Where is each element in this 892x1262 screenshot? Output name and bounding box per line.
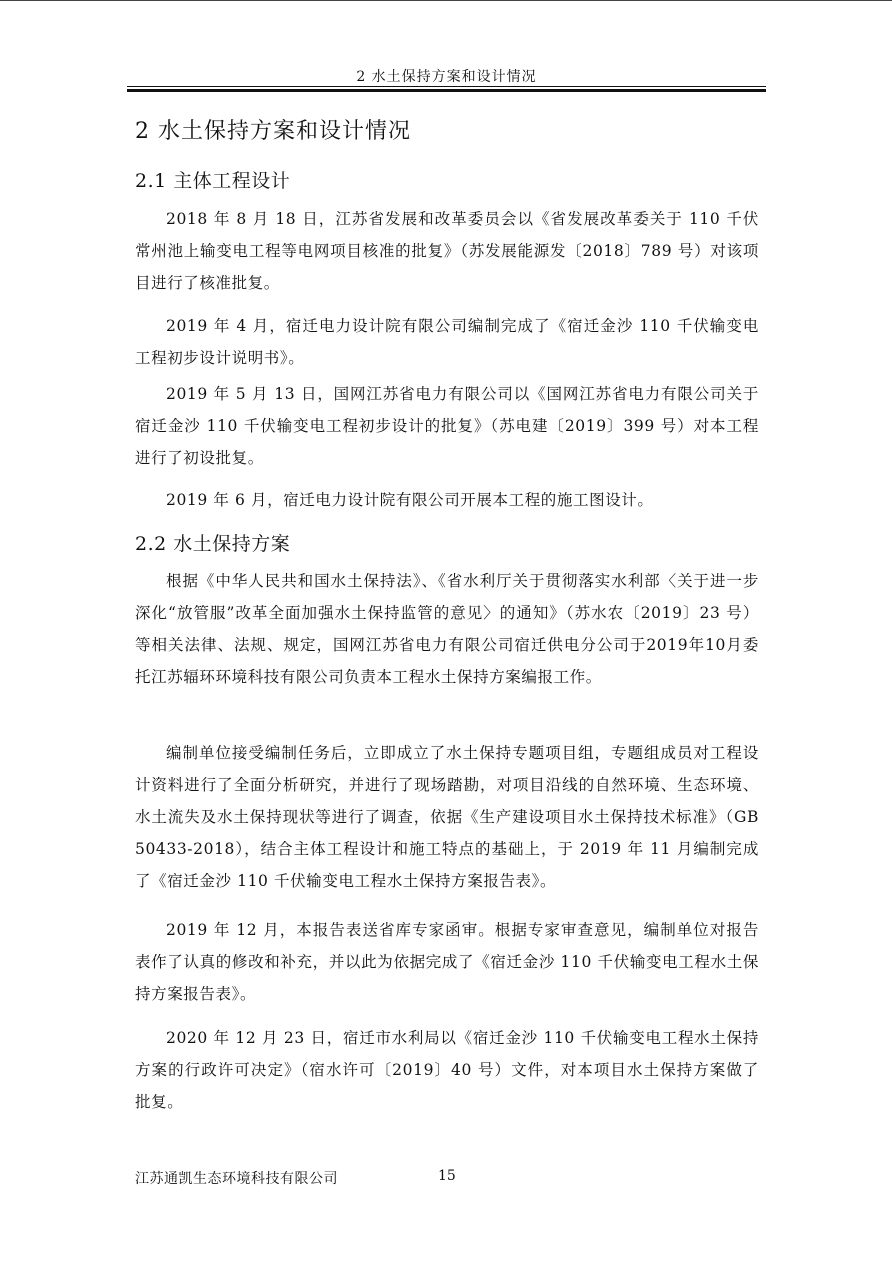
page-number: 15 — [438, 1168, 456, 1184]
subsection-title-2-1: 2.1 主体工程设计 — [135, 170, 291, 192]
footer-company: 江苏通凯生态环境科技有限公司 — [135, 1171, 338, 1187]
page-top-border — [0, 0, 892, 1]
section-title: 2 水土保持方案和设计情况 — [135, 119, 411, 144]
paragraph: 2020 年 12 月 23 日，宿迁市水利局以《宿迁金沙 110 千伏输变电工程水土保持方案的行政许可决定》（宿水许可〔2019〕40 号）文件，对本项目水土保持方案做了批复。 — [135, 1029, 759, 1111]
paragraph: 根据《中华人民共和国水土保持法》、《省水利厅关于贯彻落实水利部〈关于进一步深化“放管服”改革全面加强水土保持监管的意见〉的通知》（苏水农〔2019〕23 号）等相关法律、法规、规定，国网江苏省电力有限公司宿迁供电分公司于2019年10月委托江苏辐环环境科技有限公司负责本工程水土保持方案编报工作。 — [135, 572, 759, 686]
paragraph: 2019 年 4 月，宿迁电力设计院有限公司编制完成了《宿迁金沙 110 千伏输变电工程初步设计说明书》。 — [135, 317, 759, 367]
header-rule-thick — [127, 89, 766, 92]
header-rule-thin — [127, 86, 766, 87]
paragraph: 2018 年 8 月 18 日，江苏省发展和改革委员会以《省发展改革委关于 110 千伏常州池上输变电工程等电网项目核准的批复》（苏发展能源发〔2018〕789 号）对该项目进行了核准批复。 — [135, 210, 759, 292]
paragraph: 2019 年 5 月 13 日，国网江苏省电力有限公司以《国网江苏省电力有限公司关于宿迁金沙 110 千伏输变电工程初步设计的批复》（苏电建〔2019〕399 号）对本工程进行了初设批复。 — [135, 385, 759, 467]
paragraph: 编制单位接受编制任务后，立即成立了水土保持专题项目组，专题组成员对工程设计资料进行了全面分析研究，并进行了现场踏勘，对项目沿线的自然环境、生态环境、水土流失及水土保持现状等进行了调查，依据《生产建设项目水土保持技术标准》（GB 50433-2018），结合主体工程设计和施工特点的基础上，于 2019 年 11 月编制完成了《宿迁金沙 110 千伏输变电工程水土保持方案报告表》。 — [135, 744, 759, 890]
running-header: 2 水土保持方案和设计情况 — [356, 69, 537, 85]
paragraph: 2019 年 12 月，本报告表送省库专家函审。根据专家审查意见，编制单位对报告表作了认真的修改和补充，并以此为依据完成了《宿迁金沙 110 千伏输变电工程水土保持方案报告表》。 — [135, 921, 759, 1003]
paragraph: 2019 年 6 月，宿迁电力设计院有限公司开展本工程的施工图设计。 — [166, 491, 654, 509]
subsection-title-2-2: 2.2 水土保持方案 — [135, 533, 291, 555]
